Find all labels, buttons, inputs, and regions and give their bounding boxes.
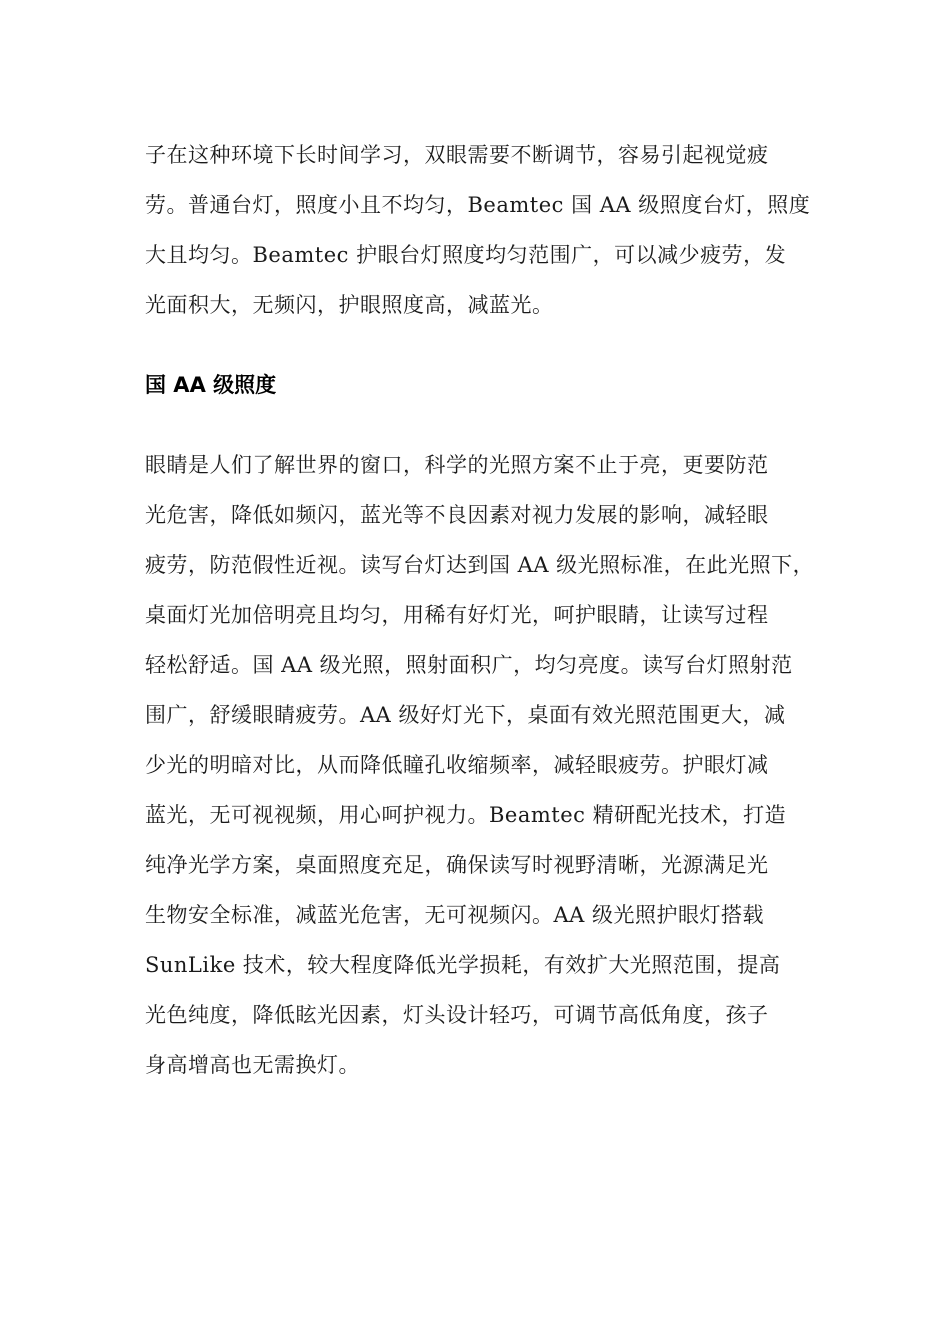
- spacer: [145, 410, 825, 440]
- paragraph-body: [145, 440, 825, 1090]
- text-line: 桌面灯光加倍明亮且均匀，用稀有好灯光，呵护眼睛，让读写过程: [145, 603, 769, 627]
- text-line: 劳。普通台灯，照度小且不均匀，Beamtec 国 AA 级照度台灯，照度: [145, 193, 811, 217]
- text-line: 生物安全标准，减蓝光危害，无可视频闪。AA 级光照护眼灯搭载: [145, 903, 765, 927]
- text-line: 身高增高也无需换灯。: [145, 1053, 360, 1077]
- text-line: 眼睛是人们了解世界的窗口，科学的光照方案不止于亮，更要防范: [145, 453, 769, 477]
- section-heading: 国 AA 级照度: [145, 373, 277, 397]
- text-line: 疲劳，防范假性近视。读写台灯达到国 AA 级光照标准，在此光照下，: [145, 553, 815, 577]
- paragraph-intro: [145, 130, 825, 330]
- text-line: 光色纯度，降低眩光因素，灯头设计轻巧，可调节高低角度，孩子: [145, 1003, 769, 1027]
- spacer: [145, 330, 825, 360]
- text-line: 光面积大，无频闪，护眼照度高，减蓝光。: [145, 293, 554, 317]
- text-line: 围广，舒缓眼睛疲劳。AA 级好灯光下，桌面有效光照范围更大，减: [145, 703, 786, 727]
- document-body: [145, 130, 825, 1090]
- text-line: 子在这种环境下长时间学习，双眼需要不断调节，容易引起视觉疲: [145, 143, 769, 167]
- text-line: 大且均匀。Beamtec 护眼台灯照度均匀范围广，可以减少疲劳，发: [145, 243, 787, 267]
- text-line: 轻松舒适。国 AA 级光照，照射面积广，均匀亮度。读写台灯照射范: [145, 653, 793, 677]
- text-line: 少光的明暗对比，从而降低瞳孔收缩频率，减轻眼疲劳。护眼灯减: [145, 753, 769, 777]
- text-line: 纯净光学方案，桌面照度充足，确保读写时视野清晰，光源满足光: [145, 853, 769, 877]
- text-line: 光危害，降低如频闪，蓝光等不良因素对视力发展的影响，减轻眼: [145, 503, 769, 527]
- text-line: 蓝光，无可视视频，用心呵护视力。Beamtec 精研配光技术，打造: [145, 803, 787, 827]
- text-line: SunLike 技术，较大程度降低光学损耗，有效扩大光照范围，提高: [145, 953, 781, 977]
